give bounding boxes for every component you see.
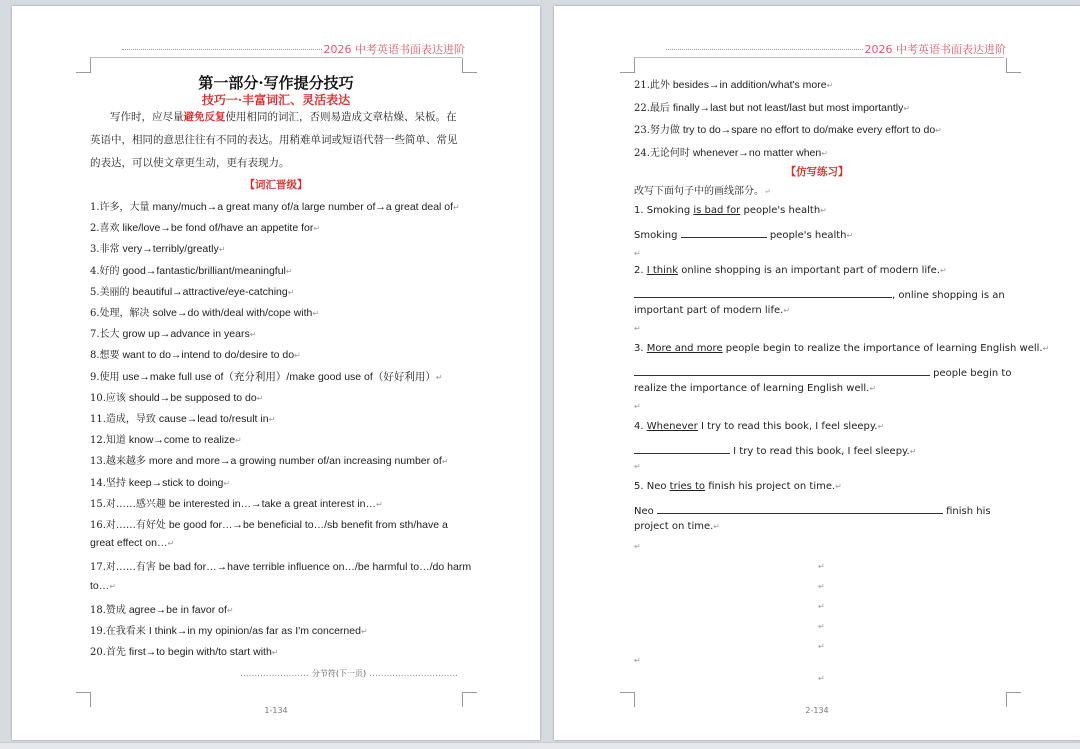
section-heading-practice: 【仿写练习】	[785, 166, 849, 178]
paragraph-mark: ↵	[167, 539, 175, 549]
paragraph-mark: ↵	[313, 224, 321, 234]
vocab-item	[90, 622, 368, 637]
vocab-english: more and more→a growing number of/an increasing number of	[145, 455, 442, 468]
empty-paragraph: ↵	[818, 582, 825, 591]
empty-paragraph: ↵	[634, 324, 641, 333]
vocab-item	[90, 474, 230, 489]
vocab-english: finally→last but not least/last but most importantly	[669, 101, 904, 114]
vocab-chinese: 10.应该	[90, 392, 126, 404]
empty-paragraph: ↵	[818, 622, 825, 631]
corner-mark	[76, 692, 91, 707]
exercise-2-sentence: 2. I think online shopping is an important part of modern life.↵	[634, 265, 947, 276]
exercise-text: people's health	[740, 205, 821, 216]
vocab-item	[90, 368, 443, 384]
paragraph-mark: ↵	[821, 149, 828, 159]
page-header	[122, 42, 465, 56]
paragraph-mark: ↵	[826, 81, 834, 90]
answer-blank[interactable]	[634, 365, 930, 376]
vocab-item	[90, 643, 279, 658]
vocab-item	[90, 580, 116, 592]
intro-highlight: 避免反复	[183, 111, 226, 123]
header-rule	[90, 57, 462, 58]
paragraph-mark: ↵	[312, 309, 320, 318]
paragraph-mark: ↵	[109, 581, 116, 591]
vocab-item	[90, 198, 460, 213]
vocab-chinese: 11.造成，导致	[90, 414, 156, 425]
vocab-english: solve→do with/deal with/cope with	[149, 307, 313, 319]
part-title: 第一部分·写作提分技巧	[198, 74, 354, 92]
exercise-text: finish his	[942, 506, 991, 517]
vocab-english: to…	[90, 579, 110, 592]
technique-subtitle: 技巧一·丰富词汇、灵活表达	[201, 93, 351, 107]
vocab-english: try to do→spare no effort to do/make every effort to do	[679, 124, 936, 137]
vocab-chinese: 15.对……感兴趣	[90, 498, 166, 510]
header-dotted-line	[666, 49, 863, 50]
paragraph-mark: ↵	[285, 266, 293, 276]
practice-instruction: 改写下面句子中的画线部分。↵	[634, 186, 771, 197]
vocab-item	[90, 431, 242, 446]
paragraph-mark: ↵	[441, 457, 449, 467]
exercise-5-answer	[634, 503, 991, 517]
exercise-4-answer: I try to read this book, I feel sleepy.↵	[634, 443, 916, 457]
exercise-text: people begin to realize the importance of learning English well.	[722, 343, 1043, 354]
paragraph-mark: ↵	[235, 436, 242, 446]
underlined-phrase: is bad for	[693, 205, 741, 216]
instruction-text: 改写下面句子中的画线部分。	[634, 186, 764, 197]
vocab-item	[90, 283, 294, 298]
vocab-chinese: 3.非常	[90, 244, 120, 256]
vocab-item	[90, 262, 293, 277]
exercise-text: I try to read this book, I feel sleepy.	[730, 446, 910, 457]
vocab-english: cause→lead to/result in	[155, 413, 269, 425]
exercise-text: 1. Smoking	[634, 205, 694, 216]
vocab-item	[634, 76, 833, 91]
paragraph-mark: ↵	[249, 330, 257, 340]
underlined-phrase: More and more	[646, 343, 723, 354]
exercise-text: realize the importance of learning English well.	[634, 383, 870, 394]
empty-paragraph: ↵	[818, 674, 825, 683]
vocab-english: grow up→advance in years	[119, 328, 250, 341]
exercise-text: important part of modern life.	[634, 305, 784, 316]
vocab-english: like/love→be fond of/have an appetite for	[119, 222, 314, 235]
intro-text: 使用相同的词汇，否则易造成文章枯燥、呆板。在英语中，相同的意思往往有不同的表达。用稍难单词或短语代替一些简单、常见的表达，可以使文章更生动，更有表现力。	[90, 111, 458, 169]
paragraph-mark: ↵	[903, 103, 911, 113]
corner-mark	[620, 692, 635, 707]
vocab-english: keep→stick to doing	[125, 476, 224, 489]
empty-paragraph: ↵	[634, 656, 641, 665]
vocab-english: very→terribly/greatly	[119, 243, 219, 256]
vocab-chinese: 1.许多，大量	[90, 202, 150, 213]
vocab-english: whenever→no matter when	[689, 147, 822, 160]
exercise-text: 4.	[634, 421, 647, 432]
vocab-english: good→fantastic/brilliant/meaningful	[119, 264, 286, 277]
vocab-chinese: 8.想要	[90, 350, 120, 362]
vocab-english: great effect on…	[90, 537, 168, 550]
intro-paragraph	[90, 106, 462, 175]
corner-mark	[76, 58, 91, 73]
exercise-4-sentence: 4. Whenever I try to read this book, I feel sleepy.↵	[634, 421, 885, 432]
vocab-chinese: 13.越来越多	[90, 456, 146, 468]
answer-blank[interactable]	[681, 227, 767, 238]
empty-paragraph: ↵	[634, 402, 641, 411]
vocab-chinese: 24.无论何时	[634, 148, 690, 160]
vocab-chinese: 18.赞成	[90, 604, 126, 616]
exercise-text: online shopping is an important part of modern life.	[678, 265, 941, 276]
underlined-phrase: I think	[646, 265, 679, 276]
exercise-5-sentence: 5. Neo tries to finish his project on time.↵	[634, 481, 842, 492]
vocab-item	[90, 240, 225, 255]
vocab-item	[634, 99, 910, 114]
corner-mark	[1006, 692, 1021, 707]
exercise-text: people's health	[766, 230, 847, 241]
vocab-english: want to do→intend to do/desire to do	[119, 349, 295, 362]
vocab-english: be interested in…→take a great interest in…	[165, 497, 377, 510]
corner-mark	[620, 58, 635, 73]
vocab-chinese: 20.首先	[90, 647, 126, 659]
vocab-item	[634, 144, 828, 159]
paragraph-mark: ↵	[435, 372, 443, 382]
empty-paragraph: ↵	[634, 462, 641, 471]
exercise-1-answer: Smoking people's health↵	[634, 227, 853, 241]
empty-paragraph: ↵	[818, 642, 825, 651]
exercise-text: , online shopping is an	[892, 290, 1005, 301]
empty-paragraph: ↵	[634, 249, 641, 258]
vocab-chinese: 7.长大	[90, 329, 120, 341]
exercise-text: Neo	[634, 506, 657, 517]
vocab-item	[90, 516, 448, 531]
vocab-english: know→come to realize	[125, 434, 236, 447]
corner-mark	[462, 58, 477, 73]
vocab-chinese: 5.美丽的	[90, 286, 130, 298]
paragraph-mark: ↵	[256, 393, 264, 403]
vocab-item	[90, 537, 174, 549]
answer-blank[interactable]	[634, 443, 730, 454]
exercise-1-sentence: 1. Smoking is bad for people's health↵	[634, 205, 827, 216]
exercise-text: Smoking	[634, 230, 681, 241]
vocab-english: agree→be in favor of	[125, 603, 227, 616]
paragraph-mark: ↵	[271, 648, 279, 658]
page-number: 1-134	[264, 706, 288, 715]
header-rule	[634, 57, 1004, 58]
intro-text: 写作时，应尽量	[110, 111, 184, 123]
vocab-english: beautiful→attractive/eye-catching	[129, 285, 288, 298]
vocab-chinese: 21.此外	[634, 80, 670, 91]
vocab-chinese: 22.最后	[634, 102, 670, 114]
paragraph-mark: ↵	[268, 415, 276, 424]
exercise-2-answer	[634, 287, 1005, 301]
document-page-1	[12, 6, 540, 740]
header-text: 2026 中考英语书面表达进阶	[323, 43, 465, 56]
exercise-5-answer-cont: project on time.↵	[634, 521, 720, 532]
page-header	[666, 42, 1006, 56]
corner-mark	[1006, 58, 1021, 73]
exercise-text: people begin to	[930, 368, 1012, 379]
vocab-item	[634, 121, 942, 136]
header-dotted-line	[122, 49, 322, 50]
vocab-chinese: 2.喜欢	[90, 223, 120, 235]
document-page-2	[554, 6, 1080, 740]
paragraph-mark: ↵	[453, 203, 460, 212]
vocab-chinese: 6.处理，解决	[90, 308, 150, 319]
vocab-english: first→to begin with/to start with	[125, 646, 272, 659]
vocab-item	[90, 558, 471, 573]
exercise-2-answer-cont: important part of modern life.↵	[634, 305, 791, 316]
vocab-chinese: 14.坚持	[90, 477, 126, 489]
exercise-3-sentence: 3. More and more people begin to realize the importance of learning English well.↵	[634, 343, 1050, 354]
paragraph-mark: ↵	[360, 627, 368, 636]
vocab-chinese: 19.在我看来	[90, 626, 146, 637]
section-heading-vocab: 【词汇晋级】	[244, 179, 308, 191]
paragraph-mark: ↵	[294, 351, 301, 361]
vocab-item	[90, 304, 319, 319]
underlined-phrase: Whenever	[646, 421, 698, 432]
vocab-chinese: 12.知道	[90, 435, 126, 447]
vocab-english: besides→in addition/what's more	[669, 79, 827, 91]
exercise-text: 5. Neo	[634, 481, 670, 492]
paragraph-mark: ↵	[935, 126, 942, 136]
section-break-label: 分节符(下一页)	[311, 669, 367, 678]
answer-blank[interactable]	[657, 503, 943, 514]
paragraph-mark: ↵	[226, 605, 234, 615]
underlined-phrase: tries to	[669, 481, 706, 492]
vocab-item	[90, 495, 383, 510]
vocab-english: should→be supposed to do	[125, 391, 257, 404]
answer-blank[interactable]	[634, 287, 892, 298]
vocab-english: I think→in my opinion/as far as I'm concerned	[145, 625, 361, 637]
exercise-3-answer	[634, 365, 1011, 379]
vocab-english: be bad for…→have terrible influence on…/be harmful to…/do harm	[155, 561, 472, 574]
vocab-english: be good for…→be beneficial to…/sb benefit from sth/have a	[165, 519, 448, 531]
exercise-3-answer-cont: realize the importance of learning English well.↵	[634, 383, 877, 394]
paragraph-mark: ↵	[218, 245, 226, 255]
vocab-chinese: 17.对……有害	[90, 562, 156, 574]
vocab-item	[90, 219, 320, 234]
vocab-chinese: 9.使用	[90, 371, 120, 383]
vocab-chinese: 4.好的	[90, 265, 120, 277]
vocab-item	[90, 346, 301, 361]
vocab-english: many/much→a great many of/a large number of→a great deal of	[149, 201, 454, 213]
paragraph-mark: ↵	[287, 287, 295, 297]
paragraph-mark: ↵	[223, 478, 231, 488]
vocab-item	[90, 601, 234, 616]
exercise-text: 2.	[634, 265, 647, 276]
empty-paragraph: ↵	[818, 602, 825, 611]
exercise-text: 3.	[634, 343, 647, 354]
paragraph-mark: ↵	[376, 499, 383, 509]
empty-paragraph: ↵	[634, 542, 641, 551]
section-break-line: ........................ 分节符(下一页) ...............................	[240, 669, 458, 679]
vocab-chinese: 23.努力做	[634, 125, 680, 137]
vocab-item	[90, 452, 449, 467]
vocab-chinese: 16.对……有好处	[90, 520, 166, 531]
vocab-item	[90, 410, 275, 425]
exercise-text: I try to read this book, I feel sleepy.	[697, 421, 878, 432]
page-number: 2-134	[805, 706, 829, 715]
exercise-text: finish his project on time.	[705, 481, 836, 492]
empty-paragraph: ↵	[818, 562, 825, 571]
exercise-text: project on time.	[634, 521, 714, 532]
header-text: 2026 中考英语书面表达进阶	[864, 43, 1006, 56]
vocab-english: use→make full use of（充分利用）/make good use of（好好利用）	[119, 370, 436, 383]
vocab-item	[90, 389, 263, 404]
corner-mark	[462, 692, 477, 707]
vocab-item	[90, 325, 256, 340]
